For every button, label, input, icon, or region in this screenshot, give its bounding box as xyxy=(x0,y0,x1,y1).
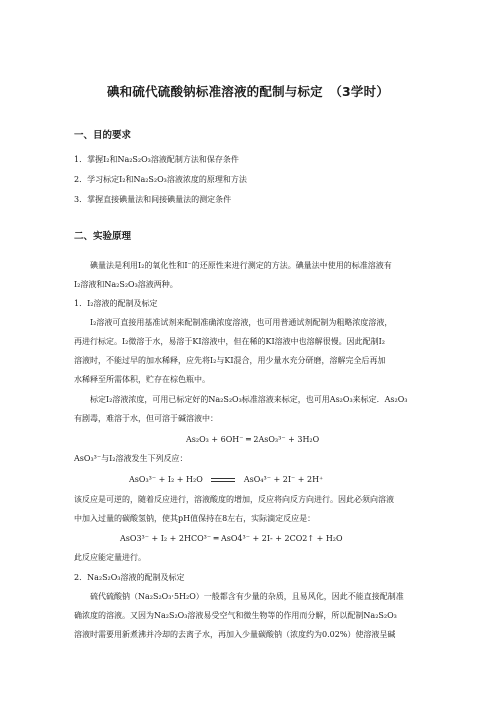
paragraph-line: 溶液时需要用新煮沸并冷却的去离子水，再加入少量碳酸钠（浓度约为0.02%）使溶液呈碱 xyxy=(74,630,396,639)
paragraph-line: 中加入过量的碳酸氢钠，使其pH值保持在8左右，实际滴定反应是： xyxy=(74,514,316,523)
paragraph-line: I₂溶液和Na₂S₂O₃溶液两种。 xyxy=(74,280,178,289)
section-heading-objectives: 一、目的要求 xyxy=(74,130,132,141)
paragraph-line: 此反应能定量进行。 xyxy=(74,553,146,562)
paragraph-line: 再进行标定。I₂微溶于水，易溶于KI溶液中，但在稀的KI溶液中也溶解很慢。因此配制I₂ xyxy=(74,337,386,346)
equation-3: AsO3³⁻ + I₂ + 2HCO³⁻ ═ AsO4³⁻ + 2I- + 2CO2↑ + H₂O xyxy=(120,534,343,543)
objective-item: 1．掌握I₂和Na₂S₂O₃溶液配制方法和保存条件 xyxy=(74,155,239,164)
paragraph-line: 水稀释至所需体积，贮存在棕色瓶中。 xyxy=(74,375,210,384)
paragraph-line: 溶液时，不能过早的加水稀释，应先将I₂与KI混合，用少量水充分研磨，溶解完全后再加 xyxy=(74,356,386,365)
paragraph-line: 标定I₂溶液浓度，可用已标定好的Na₂S₂O₃标准溶液来标定，也可用As₂O₃来标定．As₂O₃ xyxy=(90,395,408,404)
paragraph-line: 硫代硫酸钠（Na₂S₂O₃·5H₂O）一般都含有少量的杂质，且易风化，因此不能直接配制准 xyxy=(90,592,404,601)
subsection-title: 2．Na₂S₂O₃溶液的配制及标定 xyxy=(74,573,185,582)
paragraph-line: 碘量法是利用I₂的氧化性和I⁻的还原性来进行测定的方法。碘量法中使用的标准溶液有 xyxy=(90,261,392,270)
subsection-title: 1．I₂溶液的配制及标定 xyxy=(74,299,158,308)
paragraph-line: AsO₃³⁻与I₂溶液发生下列反应： xyxy=(74,454,188,463)
paragraph-line: 有剧毒，难溶于水，但可溶于碱溶液中： xyxy=(74,414,218,423)
equation-2-left: AsO₃³⁻ + I₂ + H₂O xyxy=(129,475,203,484)
equation-2-right: AsO₄³⁻ + 2I⁻ + 2H⁺ xyxy=(243,475,324,484)
equation-2 xyxy=(129,475,323,485)
paragraph-line: 该反应是可逆的，随着反应进行，溶液酸度的增加，反应将向反方向进行。因此必须向溶液 xyxy=(74,495,394,504)
objective-item: 2．学习标定I₂和Na₂S₂O₃溶液浓度的原理和方法 xyxy=(74,175,247,184)
paragraph-line: I₂溶液可直接用基准试剂来配制准确浓度溶液，也可用普通试剂配制为粗略浓度溶液， xyxy=(90,318,393,327)
section-heading-principle: 二、实验原理 xyxy=(74,231,132,242)
equation-1: As₂O₃ + 6OH⁻ ═ 2AsO₃³⁻ + 3H₂O xyxy=(186,435,320,444)
reversible-arrow-icon xyxy=(211,476,235,484)
objective-item: 3．掌握直接碘量法和间接碘量法的测定条件 xyxy=(74,195,232,204)
document-title: 碘和硫代硫酸钠标准溶液的配制与标定 （3学时） xyxy=(106,84,390,99)
paragraph-line: 确浓度的溶液。又因为Na₂S₂O₃溶液易受空气和微生物等的作用而分解，所以配制Na₂S₂O₃ xyxy=(74,611,397,620)
